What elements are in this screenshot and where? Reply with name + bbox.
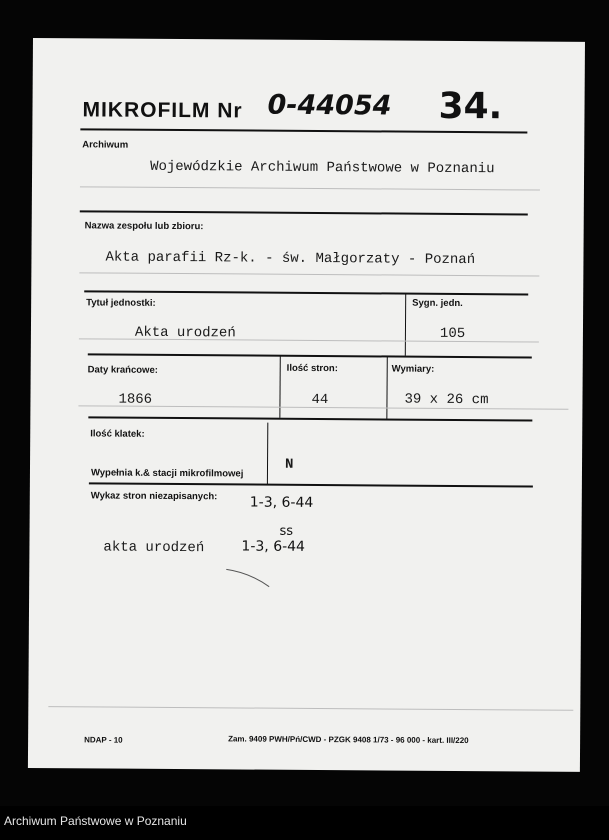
pencil-stroke-mark xyxy=(224,564,284,594)
signature-label: Sygn. jedn. xyxy=(412,297,463,310)
pages-label: Ilość stron: xyxy=(286,362,338,375)
archive-caption: Archiwum Państwowe w Poznaniu xyxy=(4,814,187,828)
dates-rule xyxy=(88,416,532,421)
header-rule xyxy=(80,128,527,133)
form-code: NDAP - 10 xyxy=(84,735,123,745)
archive-value: Wojewódzkie Archiwum Państwowe w Poznaniu xyxy=(150,158,495,178)
sheet-number: 34. xyxy=(438,85,503,128)
archive-rule xyxy=(80,210,528,215)
unwritten-label: Wykaz stron niezapisanych: xyxy=(90,490,218,503)
note-value: 1-3, 6-44 xyxy=(241,538,306,555)
microfilm-header-label: MIKROFILM Nr xyxy=(82,98,243,123)
unit-title-value: Akta urodzeń xyxy=(134,324,236,342)
pages-divider xyxy=(386,356,387,418)
microfilm-index-card xyxy=(28,38,585,772)
frames-label: Ilość klatek: xyxy=(90,428,145,440)
pages-value: 44 xyxy=(311,391,329,409)
dates-value: 1866 xyxy=(118,391,153,408)
note-label: akta urodzeń xyxy=(103,539,205,557)
unit-rule xyxy=(88,353,532,358)
dimensions-value: 39 x 26 cm xyxy=(404,391,489,409)
dimensions-label: Wymiary: xyxy=(391,363,435,375)
archive-caption-bar xyxy=(0,806,609,840)
archive-thin-rule xyxy=(80,186,540,190)
archive-label: Archiwum xyxy=(82,139,129,151)
frames-rule xyxy=(89,482,533,487)
footer-thin-rule xyxy=(48,706,573,711)
dates-label: Daty krańcowe: xyxy=(87,364,158,376)
note-mark: ss xyxy=(279,523,294,539)
filled-by-label: Wypełnia k.& stacji mikrofilmowej xyxy=(90,467,244,480)
collection-label: Nazwa zespołu lub zbioru: xyxy=(84,220,204,233)
film-number: 0-44054 xyxy=(267,89,392,122)
collection-value: Akta parafii Rz-k. - św. Małgorzaty - Poznań xyxy=(105,249,476,269)
collection-thin-rule xyxy=(79,272,539,276)
signature-value: 105 xyxy=(439,325,466,343)
unit-title-label: Tytuł jednostki: xyxy=(86,297,156,309)
collection-rule xyxy=(84,290,528,295)
dates-divider xyxy=(279,356,280,418)
filled-by-value: N xyxy=(284,456,294,473)
frames-divider xyxy=(267,423,268,485)
print-info: Zam. 9409 PWH/Pń/CWD - PZGK 9408 1/73 - 96 000 - kart. III/220 xyxy=(228,734,469,746)
signature-divider xyxy=(405,294,406,356)
unwritten-value: 1-3, 6-44 xyxy=(249,494,314,511)
